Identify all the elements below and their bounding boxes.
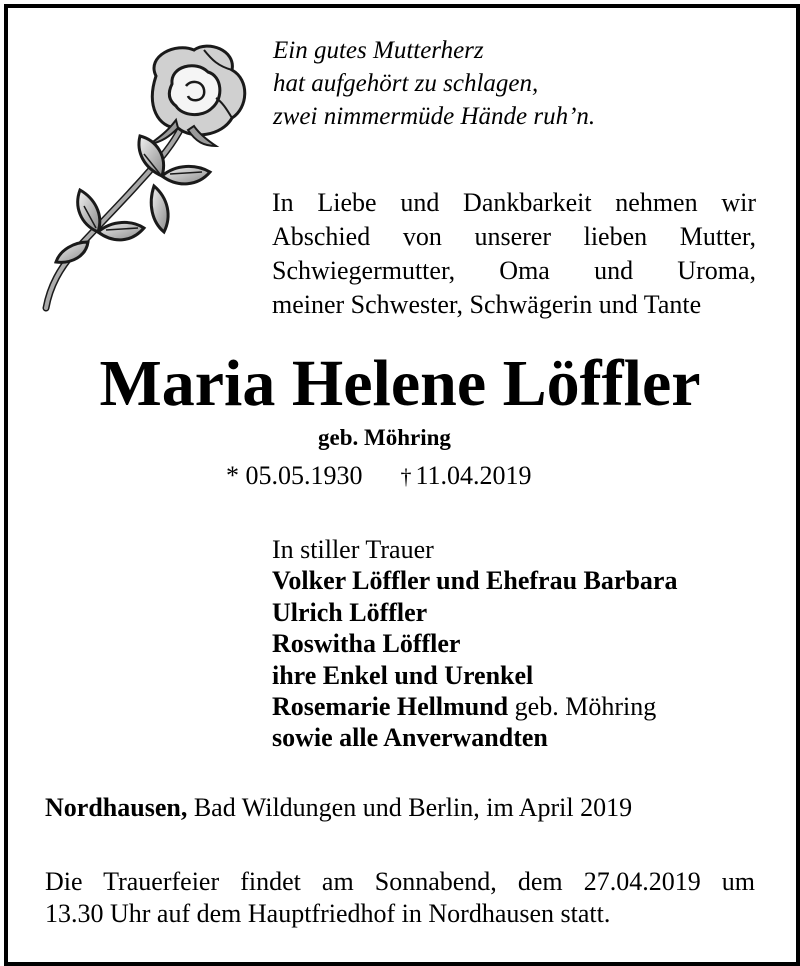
mourner-line: sowie alle Anverwandten	[272, 723, 548, 753]
intro-paragraph	[272, 186, 756, 322]
verse-line: hat aufgehört zu schlagen,	[273, 70, 539, 97]
maiden-name: geb. Möhring	[318, 425, 451, 450]
death-date-group	[401, 461, 532, 490]
memorial-verse	[273, 34, 595, 133]
funeral-line: Die Trauerfeier findet am Sonnabend, dem 27.04.2019 um	[45, 867, 755, 896]
death-date: 11.04.2019	[415, 461, 532, 490]
deceased-name: Maria Helene Löffler	[99, 347, 701, 420]
place-city: Nordhausen,	[45, 793, 188, 822]
mourner-line: Ulrich Löffler	[272, 597, 428, 627]
mourner-name: Rosemarie Hellmund	[272, 692, 509, 722]
verse-line: zwei nimmermüde Hände ruh’n.	[273, 103, 596, 130]
mourner-line: ihre Enkel und Urenkel	[272, 660, 534, 690]
mourners-heading: In stiller Trauer	[272, 535, 434, 564]
dagger-icon: †	[400, 464, 412, 489]
intro-line: In Liebe und Dankbarkeit nehmen wir	[272, 188, 756, 217]
birth-date: * 05.05.1930	[226, 461, 363, 490]
mourner-note: geb. Möhring	[508, 692, 657, 722]
funeral-line: 13.30 Uhr auf dem Hauptfriedhof in Nordhausen statt.	[45, 899, 611, 928]
mourner-line	[272, 691, 677, 722]
intro-line: meiner Schwester, Schwägerin und Tante	[272, 290, 702, 319]
mourner-line: Roswitha Löffler	[272, 629, 461, 659]
intro-line: Schwiegermutter, Oma und Uroma,	[272, 256, 756, 285]
life-dates	[226, 459, 532, 494]
intro-line: Abschied von unserer lieben Mutter,	[272, 222, 756, 251]
place-rest: Bad Wildungen und Berlin, im April 2019	[187, 793, 633, 822]
verse-line: Ein gutes Mutterherz	[273, 37, 484, 64]
rose-icon	[36, 36, 252, 312]
funeral-notice	[45, 866, 755, 930]
mourner-line: Volker Löffler und Ehefrau Barbara	[272, 566, 678, 596]
place-and-date	[45, 791, 632, 825]
mourners-list	[272, 534, 677, 754]
